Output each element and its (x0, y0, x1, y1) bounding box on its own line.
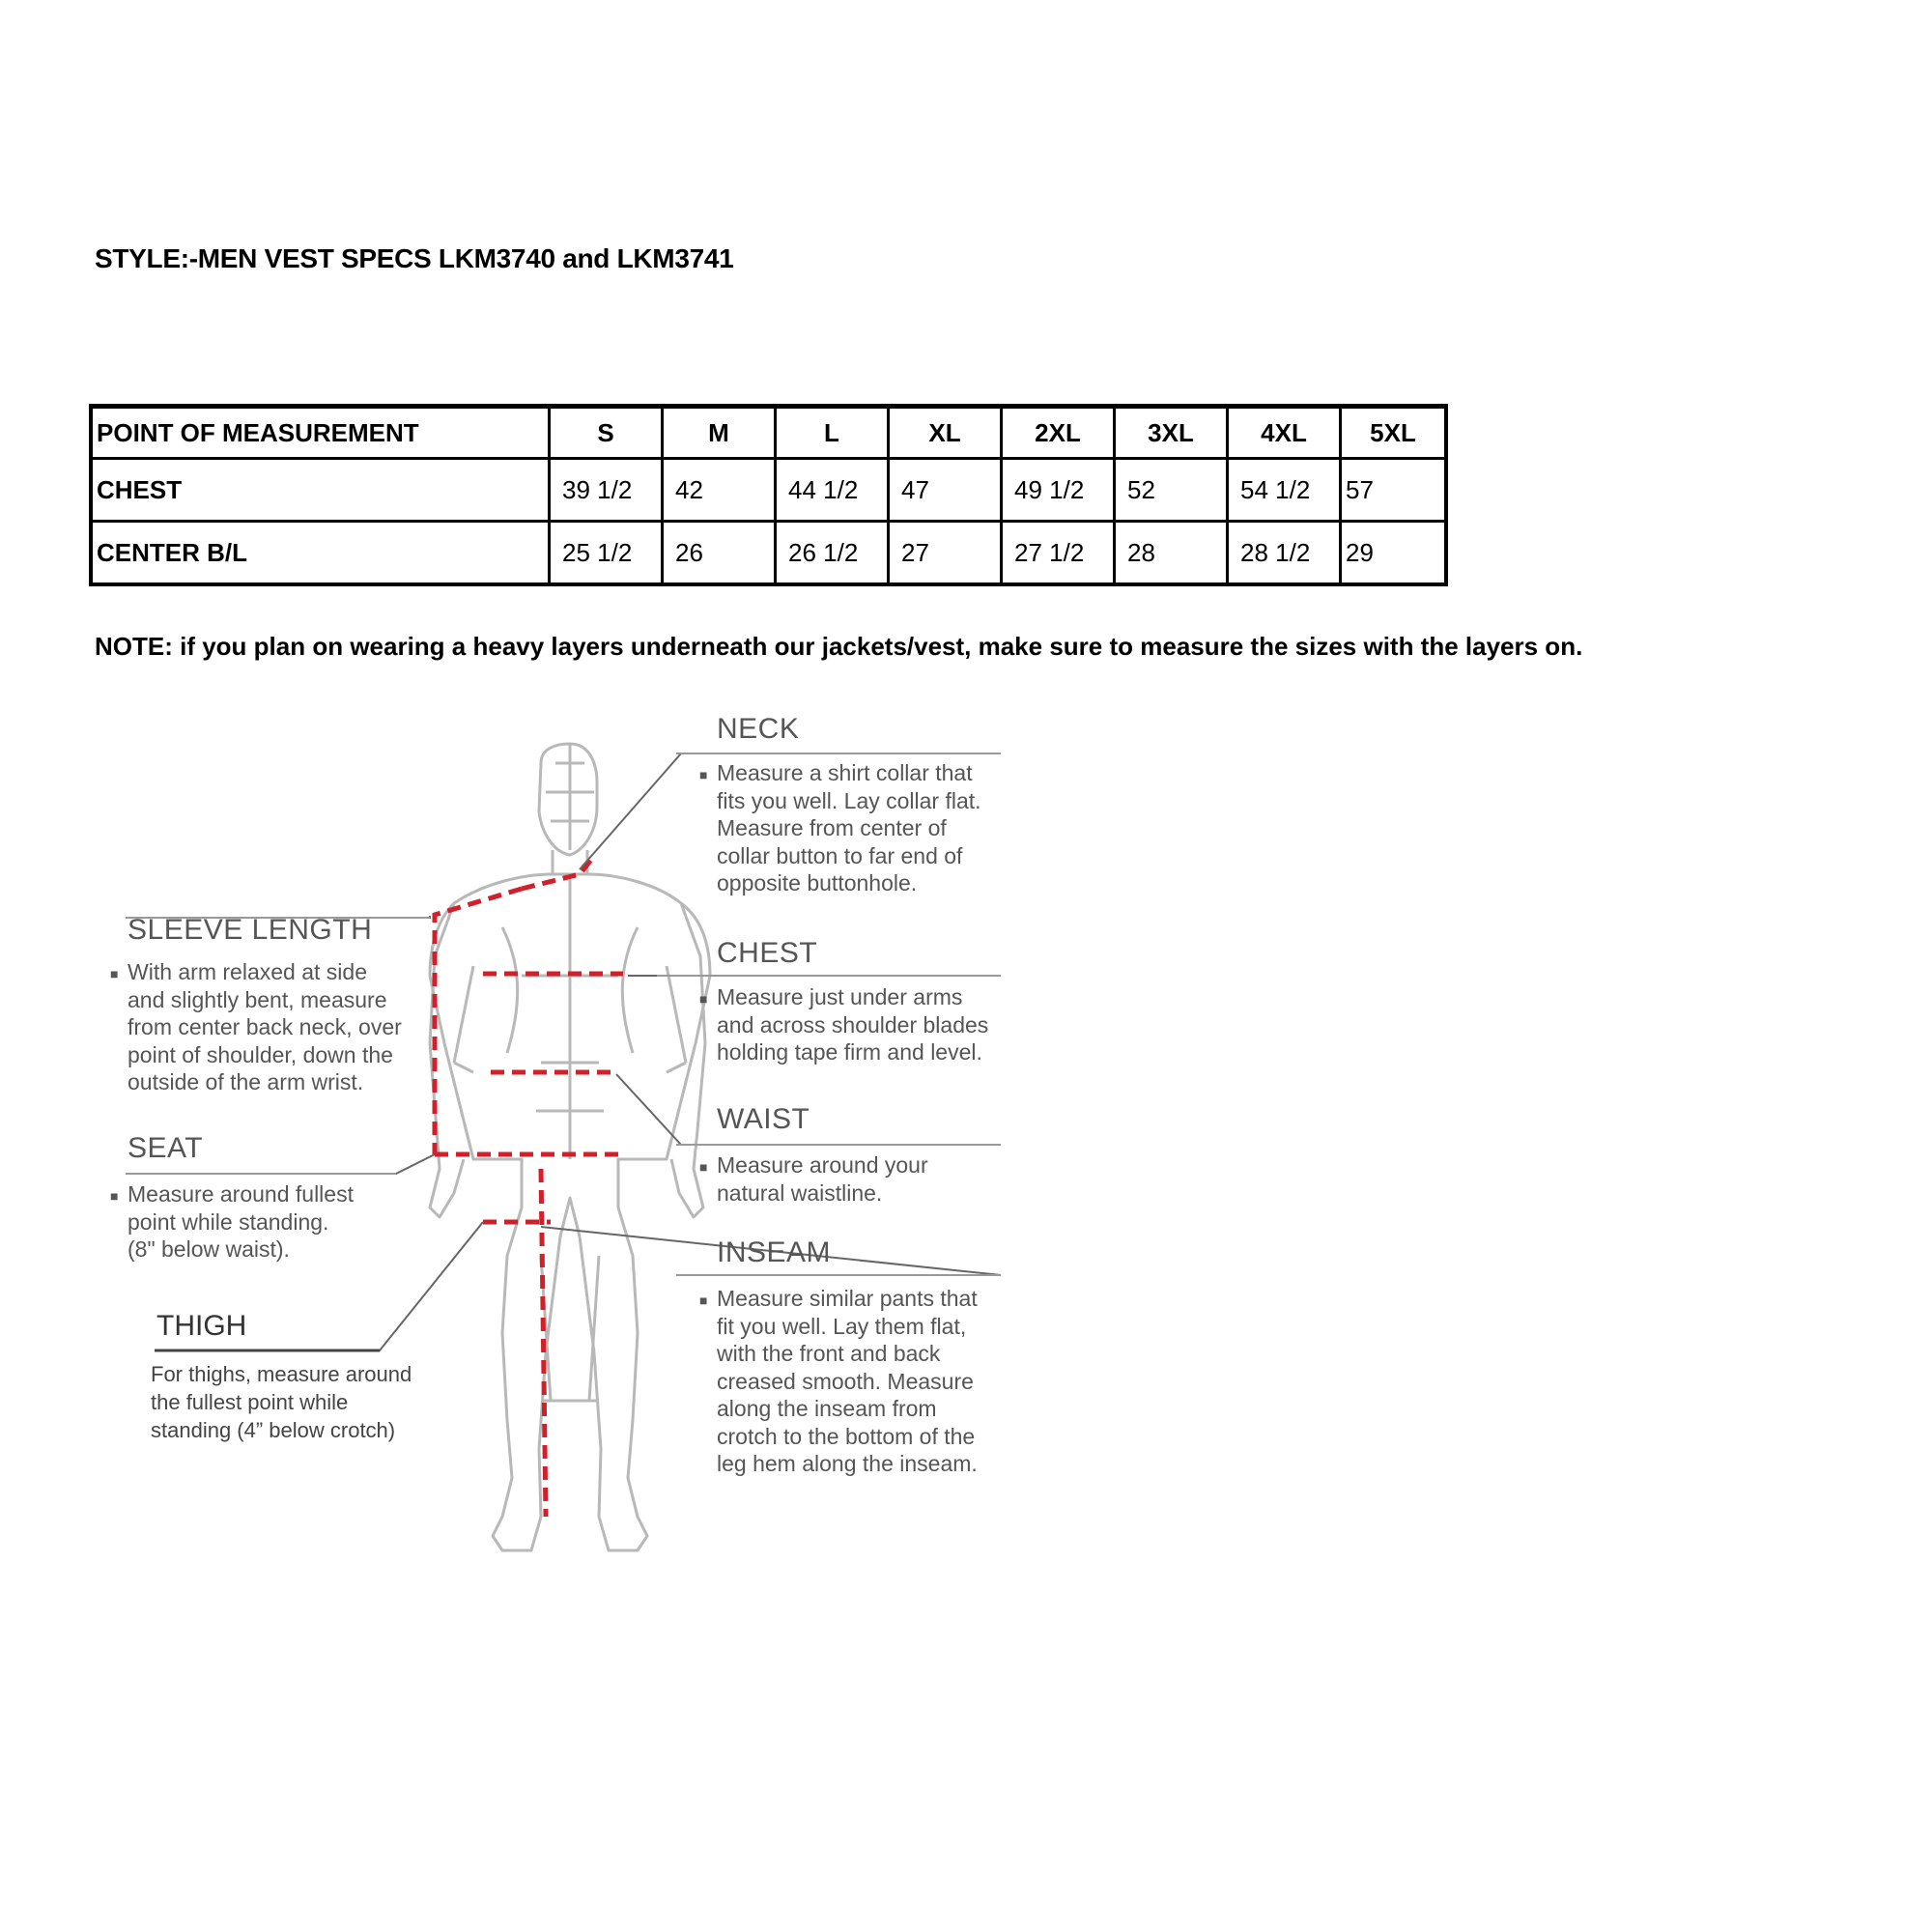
table-cell: 28 1/2 (1228, 522, 1341, 585)
neck-line: collar button to far end of (717, 842, 963, 868)
neck-line: Measure from center of (717, 815, 947, 840)
table-cell: 27 1/2 (1002, 522, 1115, 585)
seat-line: Measure around fullest (128, 1181, 354, 1207)
header-cell: 2XL (1002, 407, 1115, 459)
waist-description (699, 1151, 928, 1207)
seat-line: point while standing. (128, 1208, 329, 1235)
seat-heading: SEAT (128, 1132, 204, 1164)
sleeve-length-heading: SLEEVE LENGTH (128, 914, 373, 946)
neck-heading: NECK (717, 713, 800, 745)
bullet-icon: ■ (110, 1188, 119, 1204)
thigh-description (151, 1360, 412, 1444)
table-cell: 28 (1115, 522, 1228, 585)
sleeve-line: and slightly bent, measure (128, 986, 387, 1012)
header-cell: 5XL (1341, 407, 1447, 459)
bullet-icon: ■ (699, 1159, 708, 1175)
header-cell: L (776, 407, 889, 459)
table-cell: 54 1/2 (1228, 459, 1341, 522)
inseam-line: leg hem along the inseam. (717, 1451, 978, 1476)
table-cell: 29 (1341, 522, 1447, 585)
table-cell: 42 (663, 459, 776, 522)
inseam-description (699, 1285, 978, 1478)
sleeve-line: point of shoulder, down the (128, 1041, 393, 1067)
table-cell: 57 (1341, 459, 1447, 522)
row-label: CHEST (91, 459, 550, 522)
bullet-icon: ■ (110, 966, 119, 981)
seat-description (110, 1180, 354, 1264)
page-title: STYLE:-MEN VEST SPECS LKM3740 and LKM3741 (95, 243, 734, 273)
neck-description (699, 759, 981, 897)
table-cell: 25 1/2 (550, 522, 663, 585)
table-cell: 52 (1115, 459, 1228, 522)
header-cell: 4XL (1228, 407, 1341, 459)
table-cell: 27 (889, 522, 1002, 585)
seat-line: (8" below waist). (128, 1236, 290, 1262)
inseam-line: along the inseam from (717, 1396, 937, 1421)
waist-line: Measure around your (717, 1152, 928, 1178)
inseam-line: with the front and back (717, 1341, 941, 1366)
header-cell: M (663, 407, 776, 459)
chest-line: and across shoulder blades (717, 1011, 989, 1037)
table-cell: 26 (663, 522, 776, 585)
thigh-line: the fullest point while (151, 1390, 349, 1414)
bullet-icon: ■ (699, 767, 708, 782)
table-cell: 39 1/2 (550, 459, 663, 522)
row-label: CENTER B/L (91, 522, 550, 585)
inseam-line: fit you well. Lay them flat, (717, 1313, 967, 1339)
table-cell: 26 1/2 (776, 522, 889, 585)
sleeve-line: outside of the arm wrist. (128, 1069, 364, 1094)
thigh-line: For thighs, measure around (151, 1362, 412, 1386)
bullet-icon: ■ (699, 991, 708, 1007)
inseam-line: Measure similar pants that (717, 1286, 978, 1311)
chest-heading: CHEST (717, 937, 818, 969)
header-cell: XL (889, 407, 1002, 459)
table-cell: 47 (889, 459, 1002, 522)
neck-line: Measure a shirt collar that (717, 760, 973, 785)
table-cell: 49 1/2 (1002, 459, 1115, 522)
inseam-line: creased smooth. Measure (717, 1368, 974, 1394)
sleeve-line: With arm relaxed at side (128, 959, 367, 984)
sleeve-line: from center back neck, over (128, 1014, 402, 1039)
inseam-line: crotch to the bottom of the (717, 1423, 976, 1449)
header-cell: S (550, 407, 663, 459)
bullet-icon: ■ (699, 1293, 708, 1308)
chest-line: holding tape firm and level. (717, 1039, 982, 1065)
header-cell: 3XL (1115, 407, 1228, 459)
thigh-line: standing (4” below crotch) (151, 1418, 396, 1442)
table-cell: 44 1/2 (776, 459, 889, 522)
waist-line: natural waistline. (717, 1179, 883, 1206)
waist-heading: WAIST (717, 1103, 810, 1135)
neck-line: fits you well. Lay collar flat. (717, 787, 981, 813)
thigh-heading: THIGH (156, 1310, 247, 1342)
header-cell: POINT OF MEASUREMENT (91, 407, 550, 459)
chest-line: Measure just under arms (717, 984, 963, 1009)
layering-note: NOTE: if you plan on wearing a heavy layers underneath our jackets/vest, make sure to measure the sizes with the layers on. (95, 632, 1583, 661)
chest-description (699, 983, 989, 1066)
inseam-heading: INSEAM (717, 1236, 832, 1268)
neck-line: opposite buttonhole. (717, 870, 918, 895)
sleeve-length-description (110, 958, 402, 1096)
body-outline (430, 744, 710, 1550)
